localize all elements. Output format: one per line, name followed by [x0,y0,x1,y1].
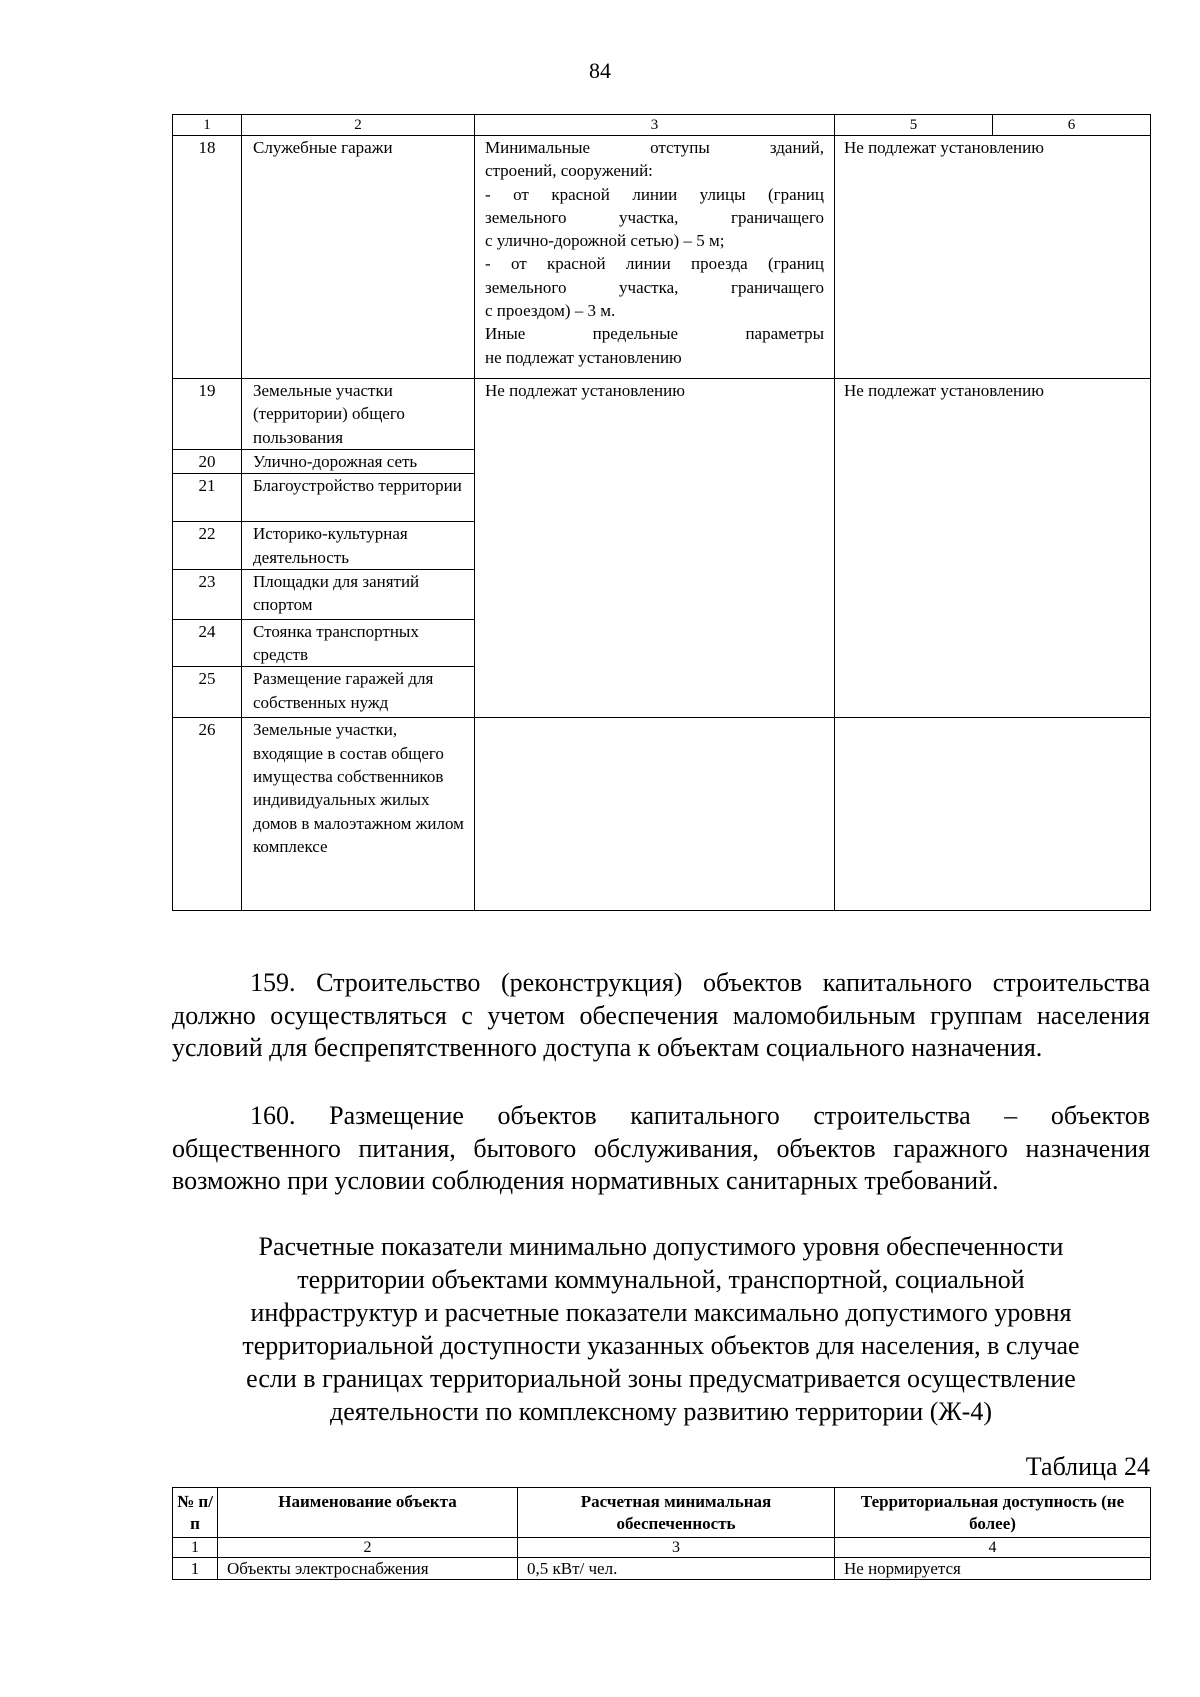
section-title-line: территории объектами коммунальной, транспортной, социальной [297,1265,1025,1294]
infrastructure-table [172,1487,1151,1580]
table-row [173,379,1151,450]
param-line: с проездом) – 3 м. [485,301,616,321]
param-line: строений, сооружений: [485,161,653,181]
row-number: 24 [173,619,242,667]
param-line: - от красной линии улицы (границ [485,184,824,204]
row-number: 18 [173,136,242,379]
row-name: Размещение гаражей для собственных нужд [242,667,475,718]
row-number: 25 [173,667,242,718]
row-accessibility: Не нормируется [835,1558,1151,1580]
param-line: с улично-дорожной сетью) – 5 м; [485,231,725,251]
row-col5: Не подлежат установлению [835,136,1151,379]
group-parameters: Не подлежат установлению [475,379,835,718]
section-title-line: территориальной доступности указанных объектов для населения, в случае [242,1331,1080,1360]
row-number: 22 [173,522,242,570]
table-header-row [173,115,1151,136]
row-number: 19 [173,379,242,450]
land-use-table [172,114,1151,911]
row-parameters [475,136,835,379]
table-header-row [173,1488,1151,1538]
header-cell: 1 [173,115,242,136]
row-name: Объекты электроснабжения [218,1558,518,1580]
section-title [172,1230,1150,1428]
paragraph-159: 159. Строительство (реконструкция) объектов капитального строительства должно осуществляться с учетом обеспечения маломобильным группам населения условий для беспрепятственного доступа к объектам социального назначения. [172,968,1150,1062]
header-cell: Расчетная минимальная обеспеченность [518,1488,835,1538]
row-name: Благоустройство территории [242,474,475,522]
row-min-provision: 0,5 кВт/ чел. [518,1558,835,1580]
table-row [173,718,1151,911]
index-cell: 3 [518,1538,835,1558]
row-number: 21 [173,474,242,522]
table-row [173,1558,1151,1580]
row-name: Улично-дорожная сеть [242,450,475,474]
section-title-line: Расчетные показатели минимально допустимого уровня обеспеченности [258,1232,1064,1261]
row-name: Историко-культурная деятельность [242,522,475,570]
header-cell: 2 [242,115,475,136]
header-cell: 6 [993,115,1151,136]
empty-cell [475,718,835,911]
table-caption: Таблица 24 [1025,1452,1150,1481]
header-cell: № п/п [173,1488,218,1538]
section-title-line: деятельности по комплексному развитию территории (Ж-4) [330,1397,992,1426]
row-name: Стоянка транспортных средств [242,619,475,667]
empty-cell [835,718,1151,911]
row-number: 1 [173,1558,218,1580]
param-line: Иные предельные параметры [485,324,824,344]
page-number: 84 [589,58,611,83]
header-cell: Наименование объекта [218,1488,518,1538]
table-index-row [173,1538,1151,1558]
row-number: 20 [173,450,242,474]
param-line: земельного участка, граничащего [485,277,824,297]
header-cell: Территориальная доступность (не более) [835,1488,1151,1538]
table-row [173,136,1151,379]
row-name: Земельные участки (территории) общего пользования [242,379,475,450]
section-title-line: инфраструктур и расчетные показатели максимально допустимого уровня [250,1298,1072,1327]
param-line: земельного участка, граничащего [485,207,824,227]
row-name: Служебные гаражи [242,136,475,379]
row-number: 26 [173,718,242,911]
index-cell: 2 [218,1538,518,1558]
row-name: Земельные участки, входящие в состав общего имущества собственников индивидуальных жилых домов в малоэтажном жилом комплексе [242,718,475,911]
param-line: Минимальные отступы зданий, [485,138,824,157]
index-cell: 4 [835,1538,1151,1558]
param-line: - от красной линии проезда (границ [485,254,824,274]
param-line: не подлежат установлению [485,347,682,367]
index-cell: 1 [173,1538,218,1558]
paragraph-160: 160. Размещение объектов капитального строительства – объектов общественного питания, бытового обслуживания, объектов гаражного назначения возможно при условии соблюдения нормативных санитарных требований. [172,1101,1150,1195]
row-number: 23 [173,569,242,619]
row-name: Площадки для занятий спортом [242,569,475,619]
group-col5: Не подлежат установлению [835,379,1151,718]
header-cell: 5 [835,115,993,136]
header-cell: 3 [475,115,835,136]
section-title-line: если в границах территориальной зоны предусматривается осуществление [246,1364,1076,1393]
